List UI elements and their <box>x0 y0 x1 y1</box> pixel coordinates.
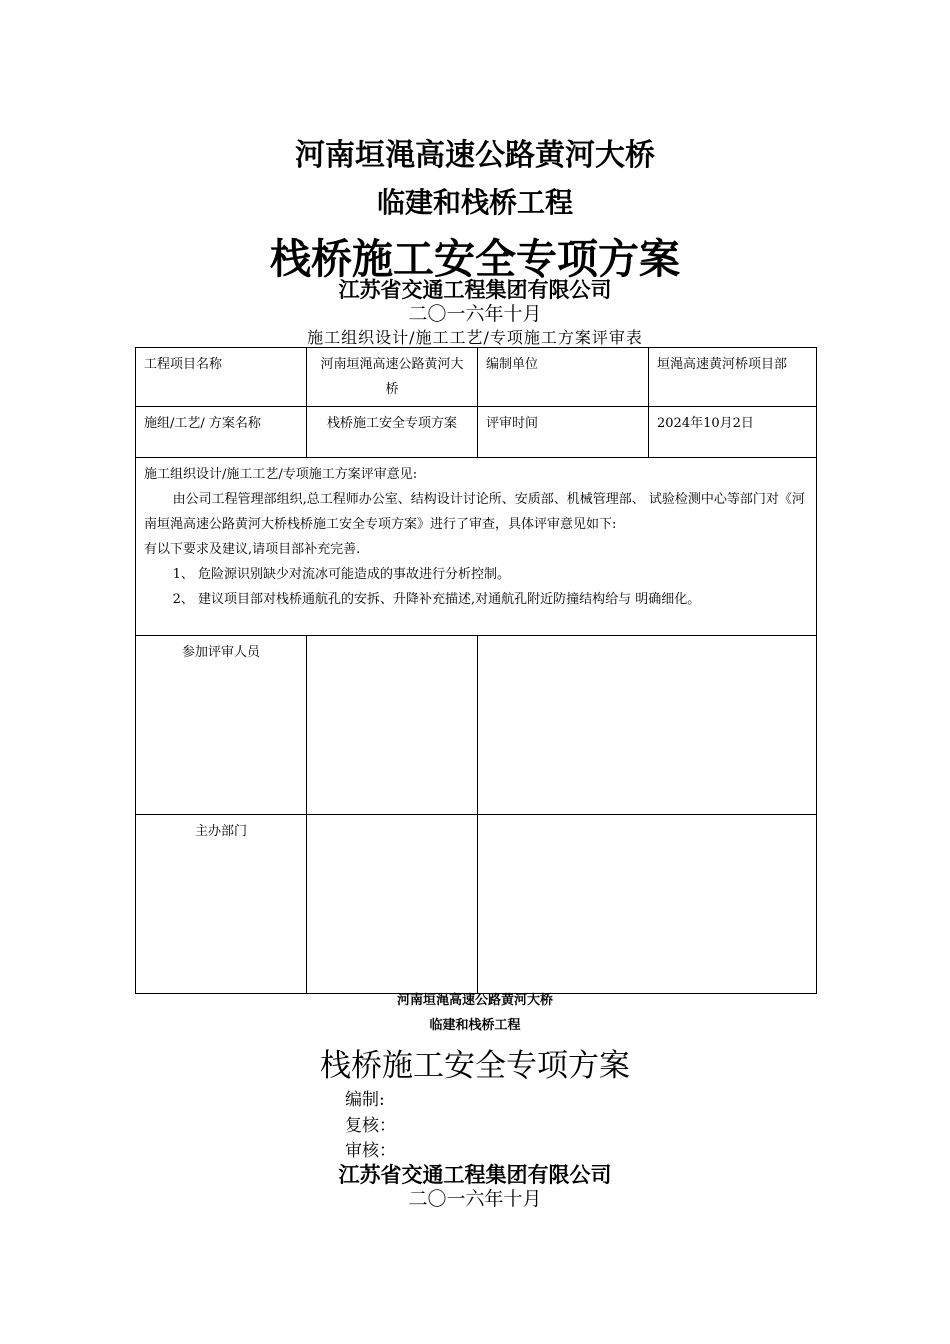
scheme-name-value: 栈桥施工安全专项方案 <box>307 407 478 458</box>
review-time-value: 2024年10月2日 <box>649 407 817 458</box>
cover-project-line2: 临建和栈桥工程 <box>376 186 573 219</box>
participants-label: 参加评审人员 <box>136 636 307 815</box>
review-form-title: 施工组织设计/施工工艺/专项施工方案评审表 <box>307 328 643 347</box>
review-opinion-cell <box>136 458 817 636</box>
second-project-line2: 临建和栈桥工程 <box>429 1018 521 1033</box>
second-project-line1: 河南垣渑高速公路黄河大桥 <box>396 993 553 1008</box>
participants-cell-1 <box>307 636 478 815</box>
opinion-item-1: 1、 危险源识别缺少对流冰可能造成的事故进行分析控制。 <box>172 567 510 582</box>
host-department-cell-2 <box>478 815 817 994</box>
host-department-label: 主办部门 <box>136 815 307 994</box>
cover-project-line1: 河南垣渑高速公路黄河大桥 <box>295 138 655 173</box>
cover-date: 二〇一六年十月 <box>408 303 542 325</box>
opinion-request: 有以下要求及建议,请项目部补充完善. <box>144 542 361 557</box>
second-plan-title: 栈桥施工安全专项方案 <box>320 1048 630 1084</box>
table-row <box>136 407 817 458</box>
table-row <box>136 458 817 636</box>
compiled-by-label: 编制: <box>345 1090 385 1110</box>
compiling-unit-value: 垣渑高速黄河桥项目部 <box>649 348 817 407</box>
second-company: 江苏省交通工程集团有限公司 <box>338 1162 612 1187</box>
second-date: 二〇一六年十月 <box>408 1188 542 1210</box>
participants-cell-2 <box>478 636 817 815</box>
scheme-name-label: 施组/工艺/ 方案名称 <box>136 407 307 458</box>
host-department-cell-1 <box>307 815 478 994</box>
project-name-label: 工程项目名称 <box>136 348 307 407</box>
approved-by-label: 审核： <box>345 1141 396 1161</box>
project-name-value: 河南垣渑高速公路黄河大桥 <box>307 348 478 407</box>
compiling-unit-label: 编制单位 <box>478 348 649 407</box>
opinion-paragraph: 由公司工程管理部组织,总工程师办公室、结构设计讨论所、安质部、机械管理部、 试验检测中心等部门对《河南垣渑高速公路黄河大桥栈桥施工安全专项方案》进行了审查，具体评审意见如下: <box>144 492 805 532</box>
cover-company: 江苏省交通工程集团有限公司 <box>338 277 612 302</box>
cover-plan-title: 栈桥施工安全专项方案 <box>270 235 680 283</box>
review-time-label: 评审时间 <box>478 407 649 458</box>
opinion-heading: 施工组织设计/施工工艺/专项施工方案评审意见: <box>144 467 418 482</box>
table-row <box>136 815 817 994</box>
table-row <box>136 348 817 407</box>
table-row <box>136 636 817 815</box>
opinion-item-2: 2、 建议项目部对栈桥通航孔的安拆、升降补充描述,对通航孔附近防撞结构给与 明确细化。 <box>172 592 701 607</box>
reviewed-by-label: 复核： <box>345 1116 396 1136</box>
review-table <box>135 347 817 994</box>
